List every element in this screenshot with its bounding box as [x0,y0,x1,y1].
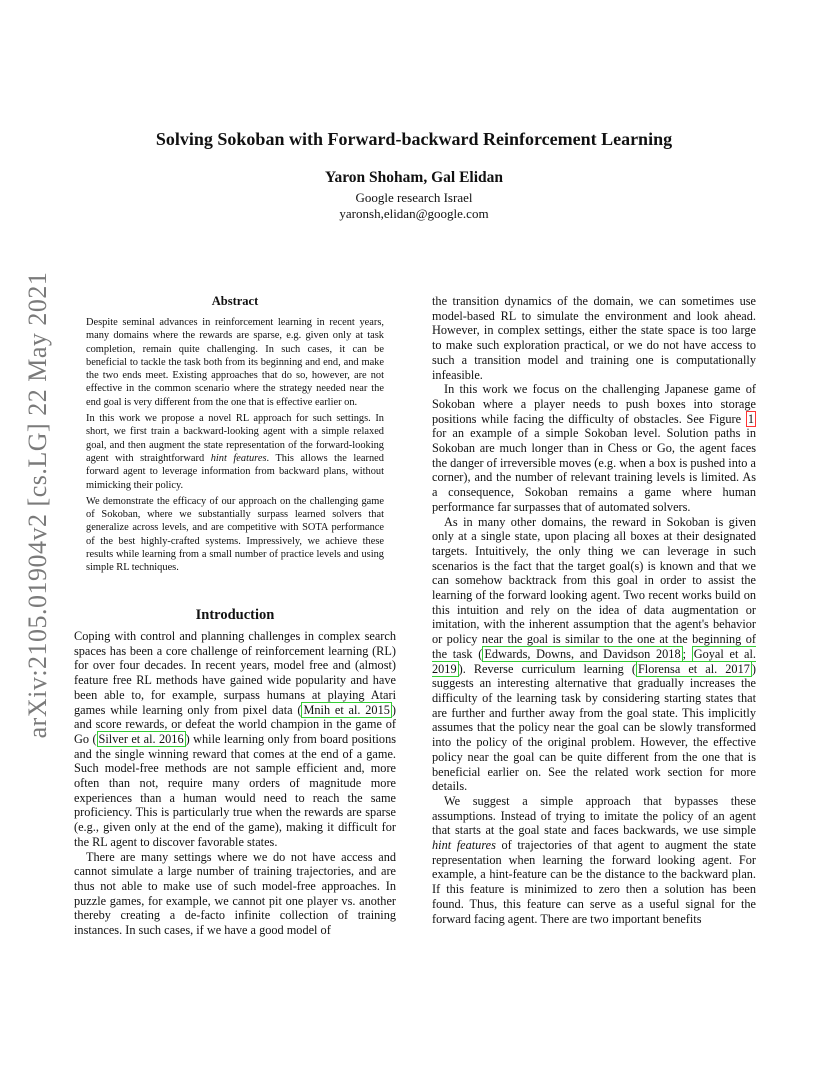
arxiv-identifier: arXiv:2105.01904v2 [cs.LG] 22 May 2021 [23,271,52,739]
author-email: yaronsh,elidan@google.com [339,205,489,221]
figure-reference-link[interactable]: 1 [747,411,754,426]
abstract-section [86,294,384,578]
citation-link[interactable]: Edwards, Downs, and Davidson 2018 [484,646,681,661]
abstract-heading: Abstract [211,294,259,308]
citation-link[interactable]: Florensa et al. 2017 [637,661,750,676]
body-paragraph: We suggest a simple approach that bypasses these assumptions. Instead of trying to imitate the policy of an agent that starts at the goal state and faces backwards, we use simple hint features of trajectories of that agent to augment the state representation when learning the forward looking agent. For example, a hint-feature can be the distance to the backward plan. If this feature is minimized to zero then a solution has been found. Thus, this feature can serve as a useful signal for the forward facing agent. There are two important benefits [432,793,756,926]
body-paragraph: There are many settings where we do not have access and cannot simulate a large number of training trajectories, and are thus not able to make use of such model-free approaches. In puzzle games, for example, we cannot pit one player vs. another thereby creating a de-facto infinite collection of training instances. In such cases, if we have a good model of [74,849,396,938]
affiliation: Google research Israel [355,190,473,205]
body-paragraph: In this work we focus on the challenging Japanese game of Sokoban where a player needs to push boxes into storage positions while facing the difficulty of obstacles. See Figure 1 for an example of a simple Sokoban level. Solution paths in Sokoban are much longer than in Chess or Go, the agent faces the danger of irreversible moves (e.g. when a box is pushed into a corner), and the number of relevant training levels is limited. As a consequence, Sokoban remains a game where human performance far surpasses that of automated solvers. [432,382,756,514]
citation-link[interactable]: Goyal et al. 2019 [432,646,756,676]
body-paragraph: Coping with control and planning challenges in complex search spaces has been a core challenge of reinforcement learning (RL) for over four decades. In recent years, model free and (almost) feature free RL methods have gained wide popularity and have been able to, for example, surpass humans at playing Atari games while learning only from pixel data ( Mnih et al. 2015 ) and score rewards, or defeat the world champion in the game of Go ( Silver et al. 2016 ) while learning only from board positions and the single winning reward that comes at the end of a game. Such model-free methods are not sample efficient and, more often than not, require many orders of magnitude more experiences than a human would need to reach the same proficiency. This is particularly true when the rewards are sparse (e.g., given only at the end of the game), making it difficult for the RL agent to discover favorable states. [74,629,397,849]
body-paragraph: the transition dynamics of the domain, we can sometimes use model-based RL to simulate the environment and look ahead. However, in complex settings, either the state space is too large to make such exploration practical, or we do not have access to such a transition model and training one is computationally infeasible. [432,294,756,382]
author-affiliation-block [0,190,828,221]
citation-link[interactable]: Silver et al. 2016 [98,731,184,746]
introduction-section [74,607,396,938]
right-column [432,294,756,926]
emphasis-text: hint features [432,838,496,853]
arxiv-sidebar [22,271,54,739]
abstract-paragraph: Despite seminal advances in reinforcement learning in recent years, many domains where the rewards are sparse, e.g. given only at task completion, remain quite challenging. In such cases, it can be beneficial to tackle the task both from its beginning and end, and make the two ends meet. Existing approaches that do so, however, are not effective in the common scenario where the strategy needed near the end goal is very different from the one that is effective earlier on. [86,317,384,408]
emphasis-text: hint features [210,452,267,464]
abstract-paragraph: We demonstrate the efficacy of our approach on the challenging game of Sokoban, where we substantially surpass learned solvers that generalize across levels, and are competitive with SOTA performance of the best highly-crafted systems. Impressively, we achieve these results while learning from a small number of practice levels and using simple RL techniques. [86,495,384,574]
abstract-paragraph: In this work we propose a novel RL approach for such settings. In short, we first train a backward-looking agent with a simple relaxed goal, and then augment the state representation of the forward-looking agent with straightforward hint features. This allows the learned forward agent to leverage information from backward plans, without mimicking their policy. [86,413,384,491]
citation-link[interactable]: Mnih et al. 2015 [303,702,390,717]
body-paragraph: As in many other domains, the reward in Sokoban is given only at a single state, upon placing all boxes at their designated targets. Intuitively, the only thing we can leverage in such scenarios is the fact that the target goal(s) is known and that we can somehow backtrack from this goal in order to assist the learning of the forward looking agent. Two recent works build on this intuition and rely on the idea of data augmentation or imitation, with the inherent assumption that the agent's behavior or policy near the goal is similar to the one at the beginning of the task ( Edwards, Downs, and Davidson 2018 ; Goyal et al. 2019 ). Reverse curriculum learning ( Florensa et al. 2017 ) suggests an interesting alternative that gradually increases the difficulty of the learning task by considering starting states that are further and further away from the goal state. This implicitly assumes that the policy near the goal can be slowly transformed into the policy of the original problem. However, the effective policy near the goal can be quite different from the one that is beneficial earlier on. See the related work section for more details. [432,514,756,794]
paper-title: Solving Sokoban with Forward-backward Reinforcement Learning [155,129,673,149]
introduction-heading: Introduction [195,607,275,623]
paper-authors: Yaron Shoham, Gal Elidan [324,169,504,186]
